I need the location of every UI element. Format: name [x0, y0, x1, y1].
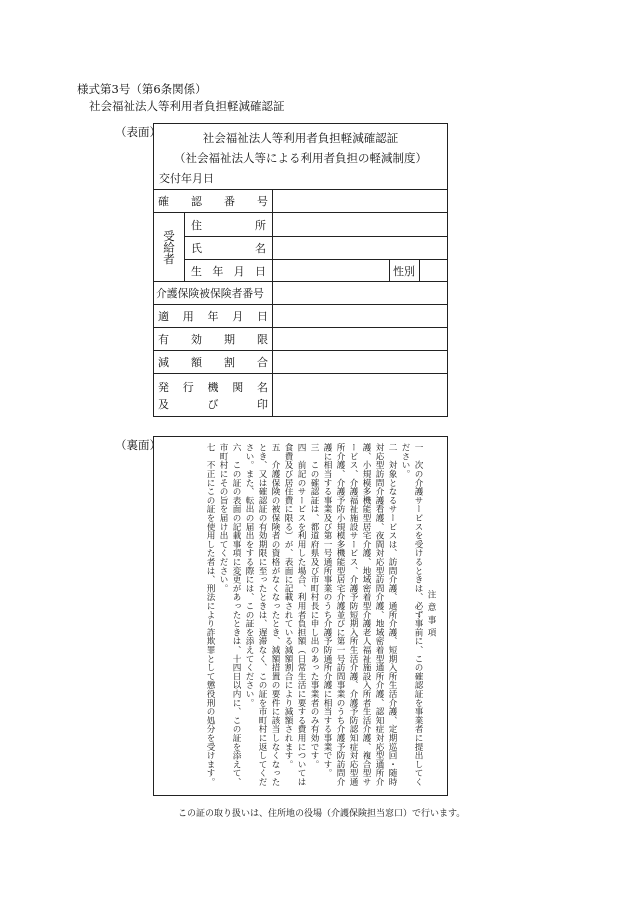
issuer-label-line1: 発 行 機 関 名	[158, 380, 268, 394]
gender-label: 性別	[393, 264, 415, 278]
reduction-rate-label: 減 額 割 合	[158, 356, 268, 369]
form-number: 様式第3号（第6条関係）	[77, 82, 207, 96]
issuer-label-line2: 及 び 印	[158, 397, 268, 411]
card-subtitle: （社会福祉法人等による利用者負担の軽減制度）	[174, 151, 427, 165]
note-item-6: 六 この証の表面の記載事項に変更があったときは、十四日以内に、この証を添えて、市町村にその旨を届け出てください。	[218, 443, 241, 787]
issuer-row	[154, 374, 447, 416]
applicable-date-row	[154, 305, 447, 328]
back-card	[153, 436, 448, 796]
birth-date-label: 生 年 月 日	[191, 264, 266, 278]
card-title: 社会福祉法人等利用者負担軽減確認証	[202, 131, 399, 145]
reduction-rate-row	[154, 351, 447, 374]
back-side-label: （裏面）	[115, 438, 161, 452]
notes-heading: 注意事項	[426, 589, 436, 641]
note-item-5: 五 介護保険の被保険者の資格がなくなったとき、減額措置の要件に該当しなくなったとき、又は確認証の有効期限に至ったときは、遅滞なく、この証を市町村に返してください。また、転出の届出をする際には、この証を添えてください。	[244, 443, 280, 787]
confirmation-number-row	[154, 190, 447, 213]
note-item-3: 三 この確認証は、都道府県及び市町村長に申し出のあった事業者のみ有効です。	[309, 443, 319, 769]
note-item-7: 七 不正にこの証を使用した者は、刑法により詐欺罪として懲役刑の処分を受けます。	[205, 443, 215, 787]
recipient-block	[154, 213, 447, 282]
insured-number-row	[154, 282, 447, 305]
recipient-label: 受給者	[162, 229, 176, 265]
notes-text	[203, 443, 437, 787]
document-heading: 社会福祉法人等利用者負担軽減確認証	[89, 99, 285, 113]
title-block	[154, 124, 447, 190]
confirmation-number-value	[273, 190, 447, 212]
front-card	[153, 123, 448, 417]
validity-period-label: 有 効 期 限	[158, 333, 268, 346]
applicable-date-label: 適 用 年 月 日	[158, 310, 268, 323]
validity-period-row	[154, 328, 447, 351]
confirmation-number-label: 確 認 番 号	[158, 195, 268, 208]
note-item-4: 四 前記のサービスを利用した場合、利用者負担額（日常生活に要する費用については食費及び居住費に限る）が、表面に記載されている減額割合により減額されます。	[283, 443, 306, 787]
name-label: 氏 名	[191, 241, 266, 255]
note-item-1: 一 次の介護サービスを受けるときは、必ず事前に、この確認証を事業者に提出してください。	[400, 443, 423, 787]
insured-number-label: 介護保険被保険者番号	[156, 286, 264, 300]
note-item-2: 二 対象となるサービスは、訪問介護、通所介護、短期入所生活介護、定期巡回・随時対応型訪問介護看護、夜間対応型訪問介護、地域密着型通所介護、認知症対応型通所介護、小規模多機能型居宅介護、地域密着型介護老人福祉施設入所者生活介護、複合型サービス、介護福祉施設サービス、介護予防短期入所生活介護、介護予防認知症対応型通所介護、介護予防小規模多機能型居宅介護並びに第一号訪問事業のうち介護予防訪問介護に相当する事業及び第一号通所事業のうち介護予防通所介護に相当する事業です。	[322, 443, 397, 787]
footer-note: この証の取り扱いは、住所地の役場（介護保険担当窓口）で行います。	[178, 809, 466, 819]
front-side-label: （表面）	[115, 125, 161, 139]
address-label: 住 所	[191, 218, 266, 232]
issue-date-label: 交付年月日	[159, 172, 214, 185]
